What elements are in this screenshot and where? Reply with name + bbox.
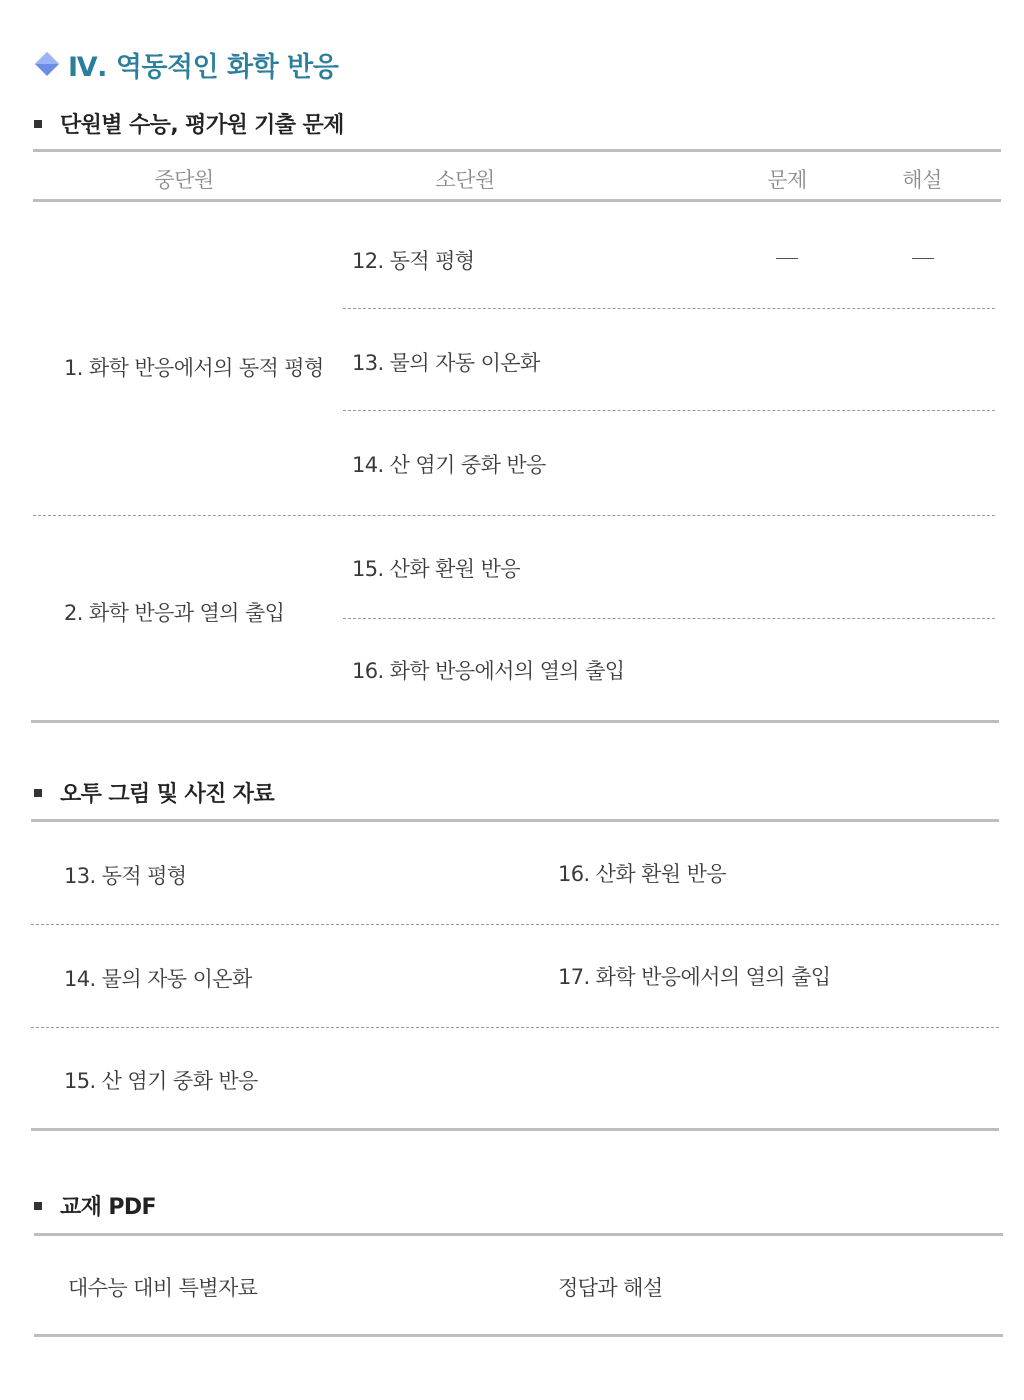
figure-item-14[interactable]: 14. 물의 자동 이온화 <box>64 967 252 991</box>
square-bullet-icon <box>34 120 42 128</box>
pdf-bottom-border <box>34 1334 1003 1337</box>
column-header-problem: 문제 <box>767 168 807 192</box>
table-bottom-border <box>31 720 999 723</box>
sub-unit-15[interactable]: 15. 산화 환원 반응 <box>352 557 520 581</box>
section-heading-figures: 오투 그림 및 사진 자료 <box>34 777 274 808</box>
column-header-sub: 소단원 <box>435 168 495 192</box>
figures-top-border <box>31 819 999 822</box>
mid-unit-1[interactable]: 1. 화학 반응에서의 동적 평형 <box>64 356 324 380</box>
pdf-link-answers[interactable]: 정답과 해설 <box>558 1276 663 1300</box>
row-divider <box>343 410 995 411</box>
sub-unit-13[interactable]: 13. 물의 자동 이온화 <box>352 351 540 375</box>
figure-item-16[interactable]: 16. 산화 환원 반응 <box>558 862 726 886</box>
figure-item-15[interactable]: 15. 산 염기 중화 반응 <box>64 1069 258 1093</box>
sub-unit-16[interactable]: 16. 화학 반응에서의 열의 출입 <box>352 659 625 683</box>
table-top-border <box>33 149 1001 152</box>
row-divider <box>31 1027 999 1028</box>
section-heading-pdf: 교재 PDF <box>34 1190 156 1221</box>
figure-item-13[interactable]: 13. 동적 평형 <box>64 864 187 888</box>
table-header-border <box>33 199 1001 202</box>
chapter-title <box>34 44 338 84</box>
solution-dash <box>912 258 934 259</box>
diamond-icon <box>34 51 60 77</box>
group-divider <box>33 515 995 516</box>
row-divider <box>343 618 995 619</box>
sub-unit-12[interactable]: 12. 동적 평형 <box>352 249 475 273</box>
sub-unit-14[interactable]: 14. 산 염기 중화 반응 <box>352 453 546 477</box>
column-header-solution: 해설 <box>902 168 942 192</box>
mid-unit-2[interactable]: 2. 화학 반응과 열의 출입 <box>64 601 285 625</box>
pdf-link-special[interactable]: 대수능 대비 특별자료 <box>68 1276 258 1300</box>
figures-bottom-border <box>31 1128 999 1131</box>
chapter-title-text: Ⅳ. 역동적인 화학 반응 <box>68 51 339 83</box>
section-heading-exams: 단원별 수능, 평가원 기출 문제 <box>34 108 344 139</box>
row-divider <box>31 924 999 925</box>
row-divider <box>343 308 995 309</box>
figure-item-17[interactable]: 17. 화학 반응에서의 열의 출입 <box>558 965 831 989</box>
square-bullet-icon <box>34 1202 42 1210</box>
pdf-top-border <box>34 1233 1003 1236</box>
column-header-mid: 중단원 <box>154 168 214 192</box>
problem-dash <box>776 258 798 259</box>
square-bullet-icon <box>34 789 42 797</box>
